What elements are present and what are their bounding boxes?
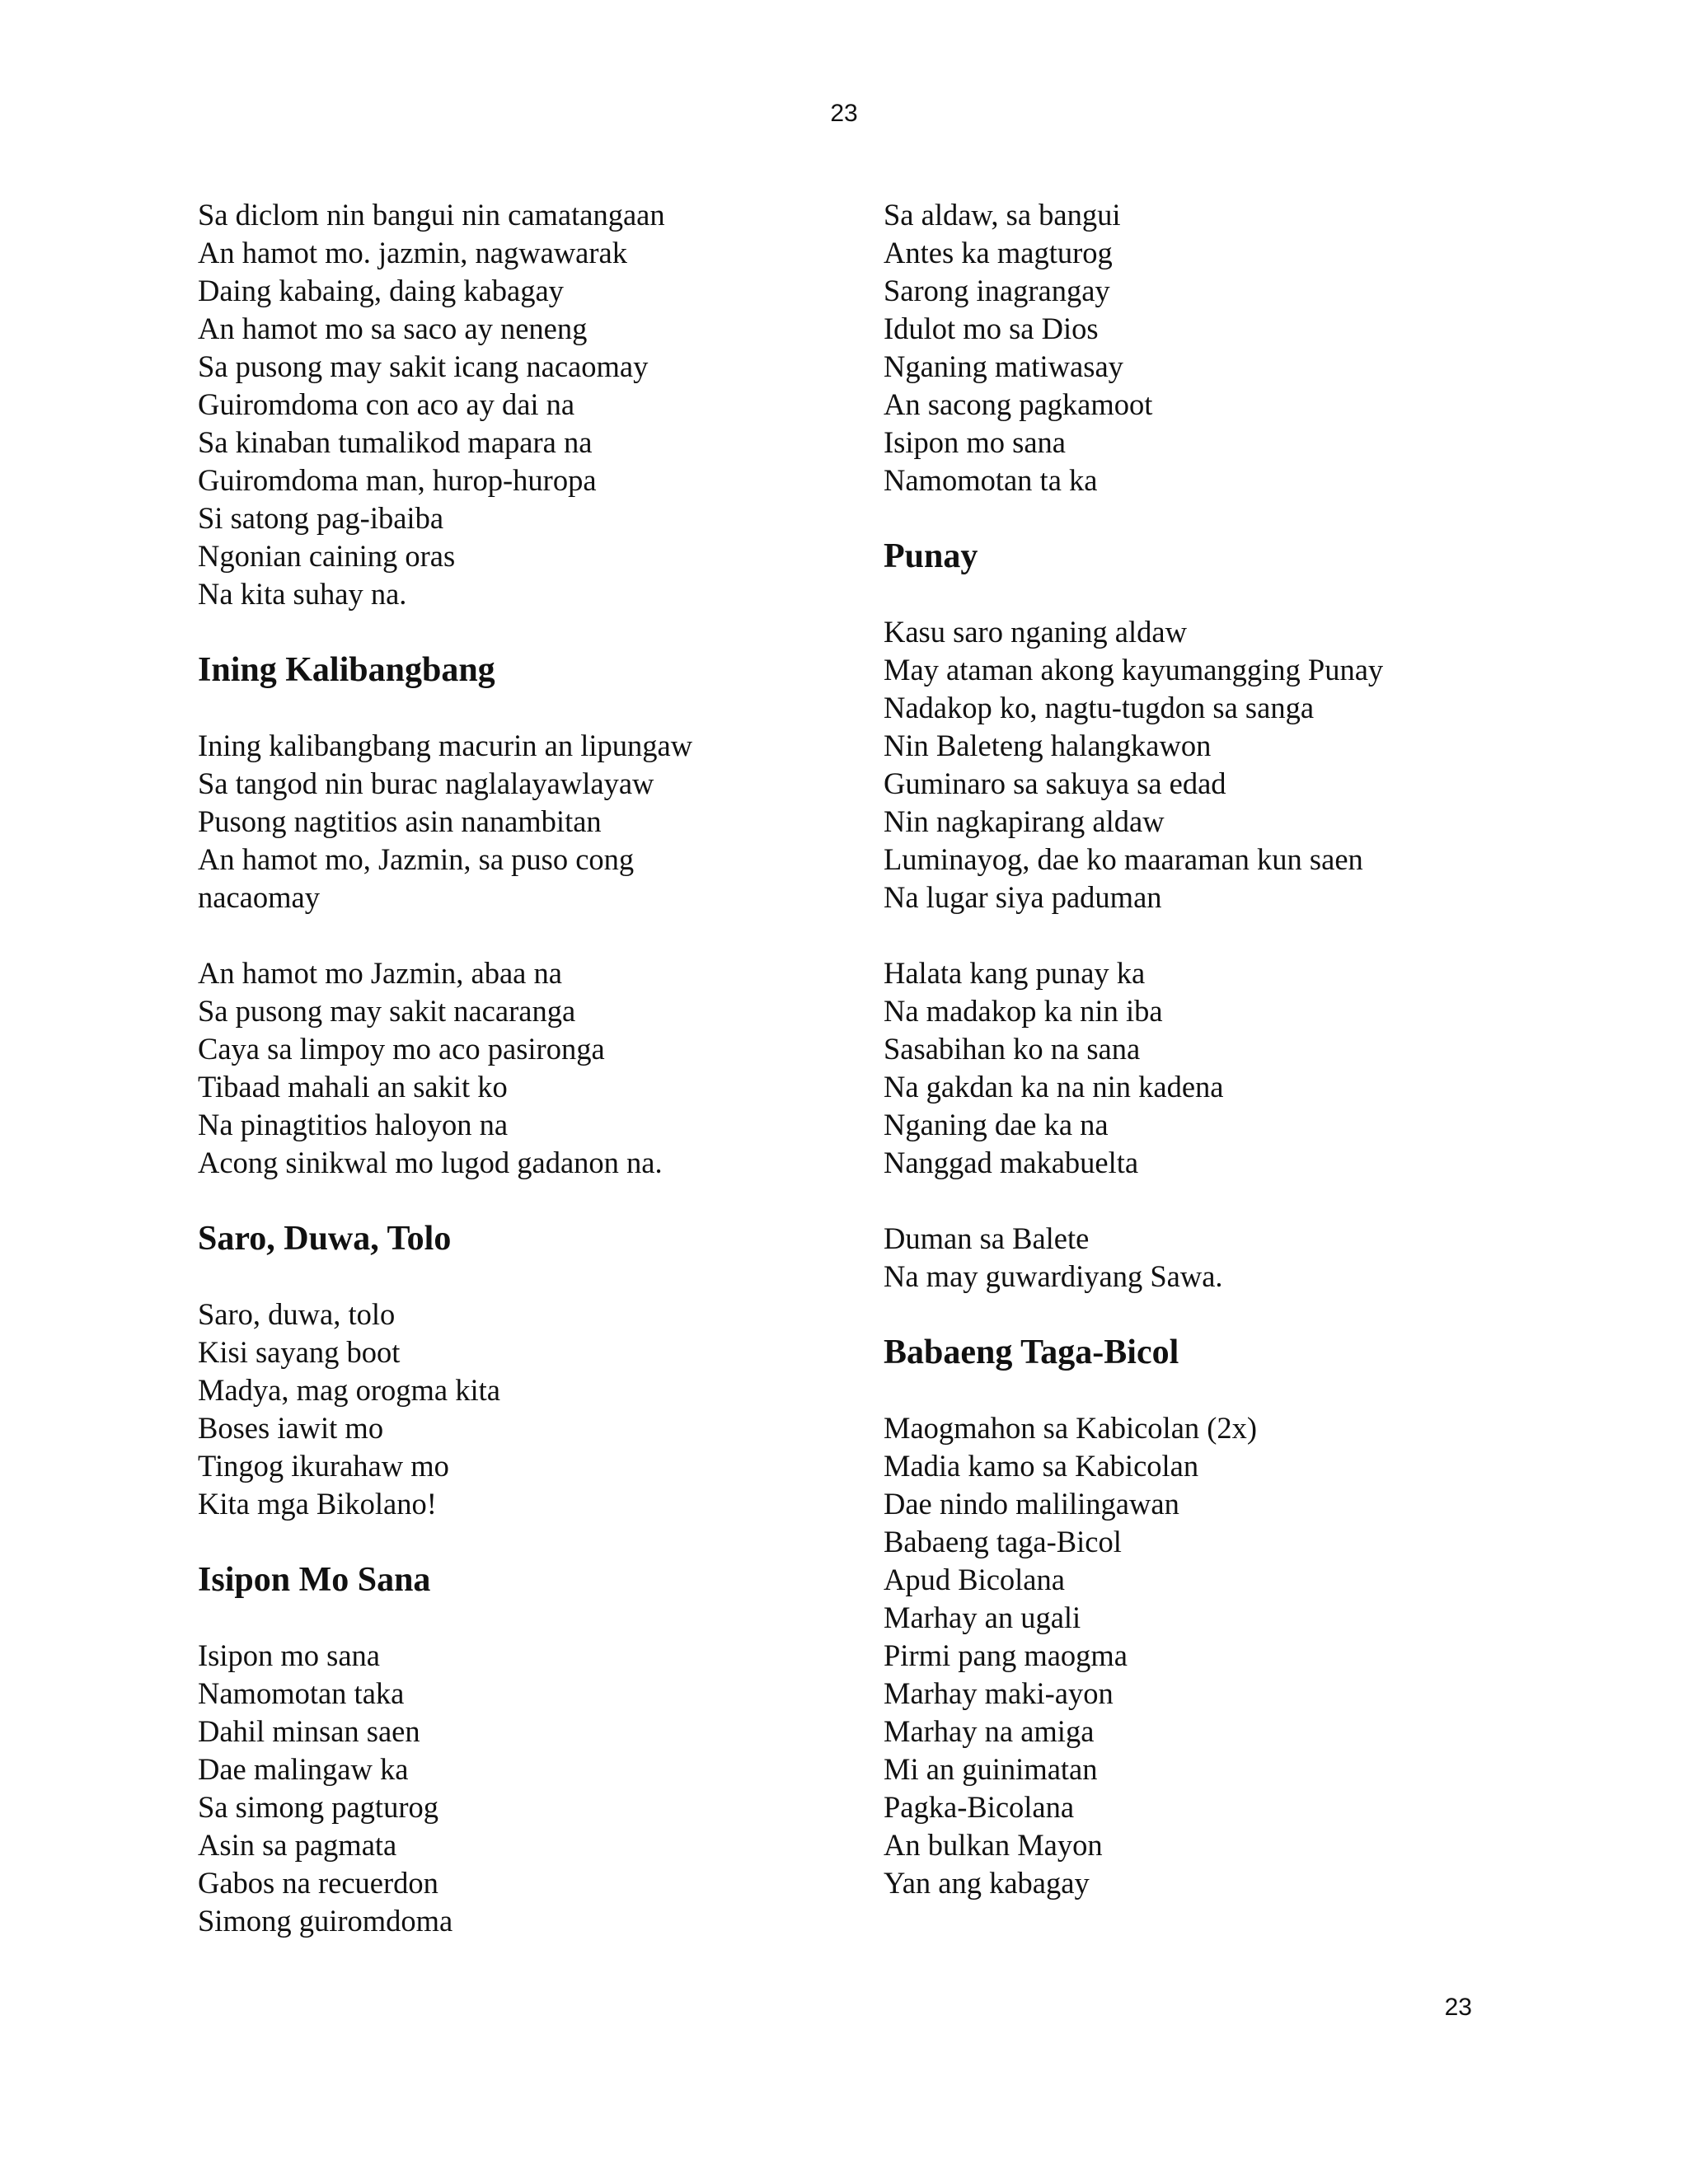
lyric-line: Daing kabaing, daing kabagay [198,274,564,307]
lyric-line: Pirmi pang maogma [884,1638,1128,1672]
lyric-line: Kisi sayang boot [198,1335,401,1369]
left-songs [198,651,824,1940]
lyric-line: Babaeng taga-Bicol [884,1525,1122,1558]
lyric-line: Antes ka magturog [884,236,1113,269]
lyric-line: An hamot mo Jazmin, abaa na [198,956,562,990]
lyric-line: Marhay na amiga [884,1714,1095,1748]
lyric-line: Sasabihan ko na sana [884,1032,1141,1066]
lyric-line: Guminaro sa sakuya sa edad [884,766,1226,800]
lyric-line: Pusong nagtitios asin nanambitan [198,804,602,838]
lyric-line: Dae nindo malilingawan [884,1487,1179,1521]
lyric-line: Asin sa pagmata [198,1828,397,1862]
lyric-line: Isipon mo sana [884,425,1066,459]
lyric-line: An sacong pagkamoot [884,387,1153,421]
lyric-line: Gabos na recuerdon [198,1866,438,1900]
lyric-line: Sa tangod nin burac naglalayawlayaw [198,766,654,800]
stanza [884,1220,1493,1296]
lyric-line: Dahil minsan saen [198,1714,420,1748]
lyric-line: Na may guwardiyang Sawa. [884,1259,1223,1293]
stanza [198,727,824,916]
lyric-line: Sarong inagrangay [884,274,1110,307]
stanza [884,613,1493,916]
song [198,1220,824,1523]
lyric-line: Nanggad makabuelta [884,1146,1139,1179]
lyric-line: An hamot mo sa saco ay neneng [198,312,588,345]
lyric-line: Duman sa Balete [884,1221,1090,1255]
lyric-line: Marhay an ugali [884,1601,1081,1634]
lyric-line: Nadakop ko, nagtu-tugdon sa sanga [884,691,1315,724]
lyric-line: Luminayog, dae ko maaraman kun saen [884,842,1363,876]
lyric-line: Na lugar siya paduman [884,880,1162,914]
stanza [198,1637,824,1940]
lyric-line: Namomotan taka [198,1676,405,1710]
lyric-line: Guiromdoma con aco ay dai na [198,387,575,421]
lyric-line: Acong sinikwal mo lugod gadanon na. [198,1146,663,1179]
song-title: Isipon Mo Sana [198,1561,431,1599]
lyric-line: Nganing matiwasay [884,349,1123,383]
lyric-line: Si satong pag-ibaiba [198,501,444,535]
lyric-line: Nin Baleteng halangkawon [884,729,1212,762]
lyric-line: Kasu saro nganing aldaw [884,615,1187,649]
lyric-line: Simong guiromdoma [198,1904,453,1938]
song-title: Punay [884,537,978,575]
lyric-line: Sa simong pagturog [198,1790,438,1824]
stanza [884,1409,1493,1902]
song [884,537,1493,1296]
stanza [884,954,1493,1182]
opening-stanza [198,196,824,613]
lyric-line: Sa pusong may sakit icang nacaomay [198,349,649,383]
lyric-line: Nin nagkapirang aldaw [884,804,1165,838]
lyric-line: Madya, mag orogma kita [198,1373,500,1407]
lyric-line: Mi an guinimatan [884,1752,1098,1786]
lyric-line: Sa kinaban tumalikod mapara na [198,425,593,459]
left-column [198,196,824,1940]
lyric-line: Boses iawit mo [198,1411,384,1445]
lyric-line: Dae malingaw ka [198,1752,409,1786]
lyric-line: Apud Bicolana [884,1563,1065,1596]
lyric-line: Nganing dae ka na [884,1108,1109,1141]
song [198,1561,824,1940]
lyric-line: Tibaad mahali an sakit ko [198,1070,508,1104]
lyric-line: An hamot mo, Jazmin, sa puso cong [198,842,635,876]
lyric-line: Na kita suhay na. [198,577,407,611]
lyric-line: Sa diclom nin bangui nin camatangaan [198,198,665,232]
lyric-line: Guiromdoma man, hurop-huropa [198,463,597,497]
lyric-line: Isipon mo sana [198,1638,380,1672]
lyric-line: Tingog ikurahaw mo [198,1449,449,1483]
lyric-line: Na gakdan ka na nin kadena [884,1070,1224,1104]
lyric-line: Sa aldaw, sa bangui [884,198,1121,232]
lyric-line: Halata kang punay ka [884,956,1146,990]
lyric-line: Namomotan ta ka [884,463,1098,497]
lyric-line: Na pinagtitios haloyon na [198,1108,509,1141]
lyric-line: Ining kalibangbang macurin an lipungaw [198,729,693,762]
page-number-bottom: 23 [1444,1994,1472,2021]
lyric-line: Saro, duwa, tolo [198,1297,396,1331]
song-title: Saro, Duwa, Tolo [198,1220,452,1258]
lyric-line: An bulkan Mayon [884,1828,1103,1862]
song-title: Babaeng Taga-Bicol [884,1333,1179,1371]
lyric-line: Yan ang kabagay [884,1866,1090,1900]
lyric-line: Madia kamo sa Kabicolan [884,1449,1199,1483]
page-number-top: 23 [830,100,858,127]
stanza [198,1296,824,1523]
lyric-line: Caya sa limpoy mo aco pasironga [198,1032,605,1066]
lyric-line: Pagka-Bicolana [884,1790,1075,1824]
right-column [884,196,1493,1902]
lyric-line: An hamot mo. jazmin, nagwawarak [198,236,627,269]
stanza [198,954,824,1182]
lyric-line: Kita mga Bikolano! [198,1487,437,1521]
lyric-line: Marhay maki-ayon [884,1676,1114,1710]
song [198,651,824,1182]
lyric-line: Ngonian caining oras [198,539,456,573]
right-songs [884,537,1493,1902]
lyric-line: May ataman akong kayumangging Punay [884,653,1384,687]
lyric-line: nacaomay [198,880,320,914]
lyric-line: Idulot mo sa Dios [884,312,1099,345]
lyric-line: Sa pusong may sakit nacaranga [198,994,576,1028]
song-title: Ining Kalibangbang [198,651,495,689]
opening-stanza [884,196,1493,499]
lyric-line: Maogmahon sa Kabicolan (2x) [884,1411,1258,1445]
song [884,1333,1493,1902]
lyric-line: Na madakop ka nin iba [884,994,1163,1028]
